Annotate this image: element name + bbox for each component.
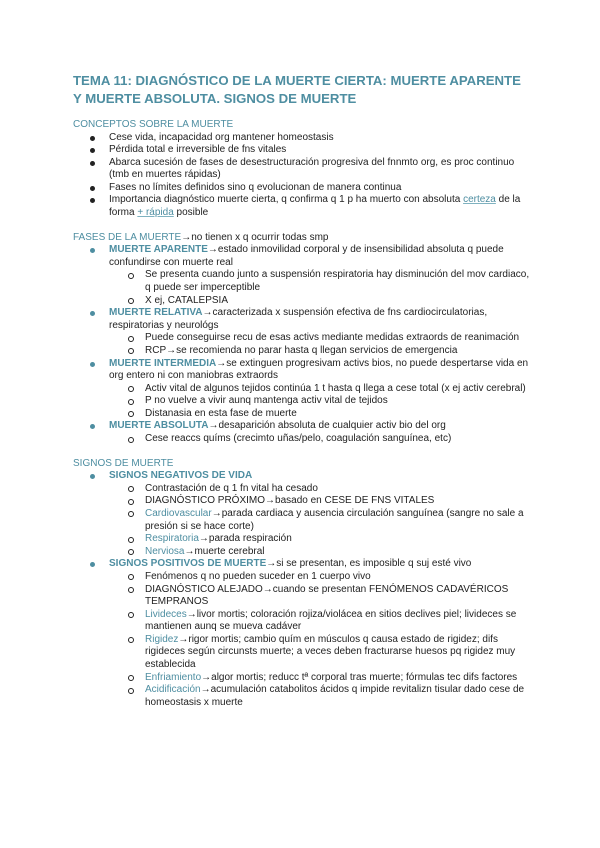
sub-item [127, 571, 531, 584]
sub-item [127, 533, 531, 546]
fase-aparente [73, 244, 531, 307]
sub-item: Distanasia en esta fase de muerte [127, 408, 531, 421]
signos-positivos [73, 558, 531, 709]
conceptos-list [73, 132, 531, 220]
sub-item-text: →parada respiración [198, 533, 292, 545]
sub-item-text: →parada cardiaca y ausencia circulación sanguínea (sangre no sale a presión si se hace corte) [145, 507, 524, 532]
sub-item [127, 495, 531, 508]
list-item: Cese vida, incapacidad org mantener homeostasis [73, 132, 531, 145]
sub-item: Activ vital de algunos tejidos continúa 1 t hasta q llega a cese total (x ej activ cerebral) [127, 383, 531, 396]
sub-item-term: Cardiovascular [145, 507, 212, 519]
sub-item-term: Livideces [145, 608, 187, 620]
signos-label: SIGNOS NEGATIVOS DE VIDA [109, 470, 253, 482]
heading-text: FASES DE LA MUERTE [73, 231, 182, 243]
list-item-text: posible [173, 207, 209, 219]
sub-item [127, 684, 531, 709]
sub-item [127, 508, 531, 533]
fases-list [73, 244, 531, 446]
sub-item-text: DIAGNÓSTICO ALEJADO→cuando se presentan FENÓMENOS CADAVÉRICOS TEMPRANOS [145, 583, 509, 608]
list-item: Pérdida total e irreversible de fns vitales [73, 144, 531, 157]
page-title: TEMA 11: DIAGNÓSTICO DE LA MUERTE CIERTA: MUERTE APARENTE Y MUERTE ABSOLUTA. SIGNOS DE MUERTE [73, 73, 521, 106]
sub-item-text: →livor mortis; coloración rojiza/violácea en sitios declives piel; livideces se mantienen aunq se mueva cadáver [145, 608, 517, 633]
fase-text: →caracterizada x suspensión efectiva de fns cardiocirculatorias, respiratorias y neurológs [109, 307, 488, 331]
list-item: Abarca sucesión de fases de desestructuración progresiva del fnnmto org, es proc continuo (tmb en muertes rápidas) [73, 157, 531, 182]
fase-label: MUERTE ABSOLUTA [109, 420, 209, 432]
sub-item [127, 634, 531, 672]
section-heading-fases [73, 232, 531, 245]
sub-item-text: DIAGNÓSTICO PRÓXIMO→basado en CESE DE FNS VITALES [145, 495, 435, 507]
list-item-text: Importancia diagnóstico muerte cierta, q confirma q 1 p ha muerto con absoluta [109, 194, 464, 206]
signos-list [73, 470, 531, 709]
sub-item [127, 609, 531, 634]
fase-absoluta [73, 420, 531, 445]
sub-item: P no vuelve a vivir aunq mantenga activ vital de tejidos [127, 395, 531, 408]
sub-item: Puede conseguirse recu de esas activs mediante medidas extraords de reanimación [127, 332, 531, 345]
section-heading-signos: SIGNOS DE MUERTE [73, 457, 174, 469]
fase-label: MUERTE RELATIVA [109, 307, 203, 319]
fase-label: MUERTE APARENTE [109, 244, 208, 256]
sub-item: X ej, CATALEPSIA [127, 295, 531, 308]
section-heading-conceptos: CONCEPTOS SOBRE LA MUERTE [73, 119, 234, 130]
list-item-text: de la forma [109, 194, 521, 219]
heading-note: →no tienen x q ocurrir todas smp [181, 231, 329, 243]
sub-item-text: →acumulación catabolitos ácidos q impide revitalizn tisular dado cese de homeostasis x muerte [145, 684, 525, 708]
sub-item [127, 584, 531, 609]
sub-item-text: →algor mortis; reducc tª corporal tras muerte; fórmulas tec difs factores [201, 671, 518, 683]
fase-text: →estado inmovilidad corporal y de insensibilidad absoluta q puede confundirse con muerte real [109, 244, 504, 268]
sub-item-term: Nerviosa [145, 545, 185, 557]
certeza-link[interactable]: certeza [463, 194, 496, 206]
signos-text: →si se presentan, es imposible q suj esté vivo [266, 558, 472, 570]
fase-intermedia [73, 358, 531, 421]
sub-item-term: Acidificación [145, 684, 201, 696]
document-page [73, 72, 531, 709]
sub-item [127, 672, 531, 685]
fase-relativa [73, 307, 531, 357]
signos-negativos [73, 470, 531, 558]
list-item: Fases no límites definidos sino q evolucionan de manera continua [73, 182, 531, 195]
sub-item-term: Enfriamiento [145, 671, 202, 683]
fase-text: →se extinguen progresivam activs bios, no puede despertarse vida en org entero ni con maniobras extraords [109, 357, 529, 382]
sub-item [127, 546, 531, 559]
sub-item [127, 483, 531, 496]
fase-text: →desaparición absoluta de cualquier activ bio del org [208, 420, 446, 432]
fase-label: MUERTE INTERMEDIA [109, 357, 217, 369]
sub-item-term: Respiratoria [145, 533, 199, 545]
sub-item: Cese reaccs químs (crecimto uñas/pelo, coagulación sanguínea, etc) [127, 433, 531, 446]
sub-item: RCP→se recomienda no parar hasta q llegan servicios de emergencia [127, 345, 531, 358]
signos-label: SIGNOS POSITIVOS DE MUERTE [109, 558, 267, 570]
sub-item: Se presenta cuando junto a suspensión respiratoria hay disminución del mov cardiaco, q puede ser imperceptible [127, 269, 531, 294]
sub-item-text: →muerte cerebral [184, 545, 265, 557]
list-item [73, 194, 531, 219]
sub-item-text: Fenómenos q no pueden suceder en 1 cuerpo vivo [145, 570, 371, 582]
rapida-link[interactable]: + rápida [137, 207, 174, 219]
sub-item-term: Rigidez [145, 633, 179, 645]
sub-item-text: Contrastación de q 1 fn vital ha cesado [145, 482, 318, 494]
sub-item-text: →rigor mortis; cambio quím en músculos q causa estado de rigidez; difs rigideces según circunsts muerte; a veces deben fracturarse huesos pq rigidez muy establecida [145, 633, 516, 671]
